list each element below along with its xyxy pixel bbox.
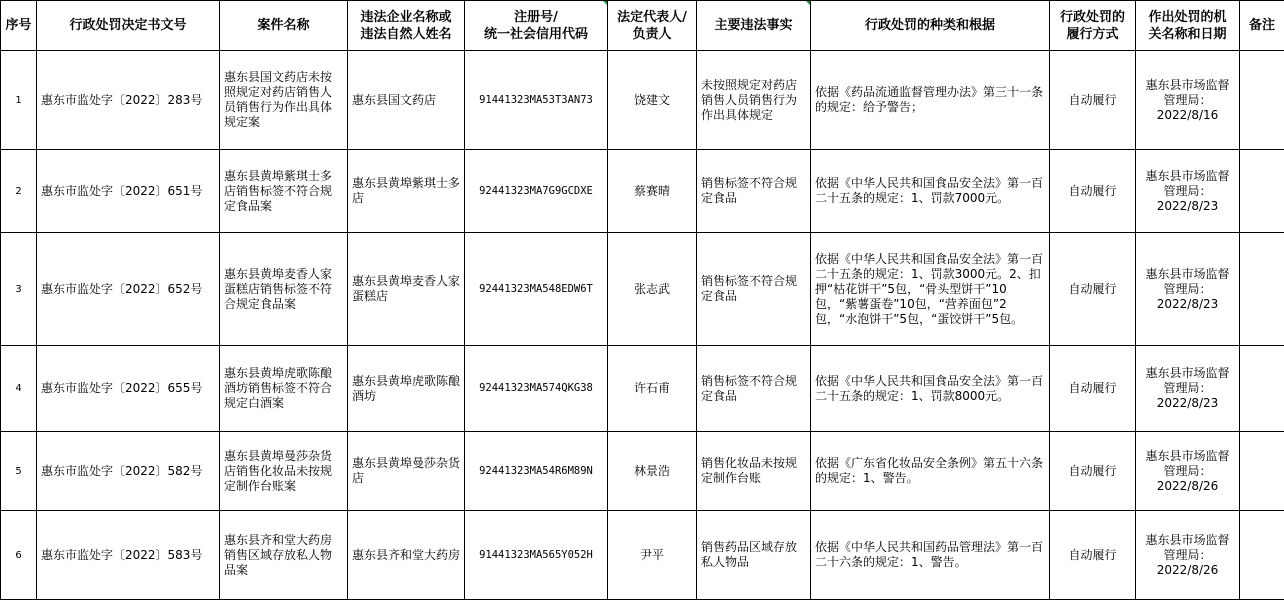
- cell-rep[interactable]: 林景浩: [608, 432, 697, 511]
- cell-seq[interactable]: 5: [1, 432, 37, 511]
- cell-party[interactable]: 惠东县齐和堂大药房: [348, 511, 465, 600]
- header-rep[interactable]: 法定代表人/ 负责人: [608, 1, 697, 51]
- cell-authority[interactable]: 惠东县市场监督管理局：2022/8/16: [1136, 51, 1240, 150]
- cell-case-name[interactable]: 惠东县黄埠曼莎杂货店销售化妆品未按规定制作台账案: [220, 432, 348, 511]
- table-row: [1, 511, 1284, 600]
- cell-rep[interactable]: 饶建文: [608, 51, 697, 150]
- cell-penalty[interactable]: 依据《中华人民共和国食品安全法》第一百二十五条的规定：1、罚款7000元。: [811, 150, 1050, 233]
- header-seq[interactable]: 序号: [1, 1, 37, 51]
- cell-facts[interactable]: 销售药品区域存放私人物品: [697, 511, 811, 600]
- cell-party[interactable]: 惠东县黄埠虎歌陈酿酒坊: [348, 346, 465, 432]
- cell-rep[interactable]: 许石甫: [608, 346, 697, 432]
- cell-authority[interactable]: 惠东县市场监督管理局：2022/8/23: [1136, 150, 1240, 233]
- cell-seq[interactable]: 6: [1, 511, 37, 600]
- header-method[interactable]: 行政处罚的 履行方式: [1050, 1, 1136, 51]
- cell-party[interactable]: 惠东县黄埠紫琪士多店: [348, 150, 465, 233]
- table-row: [1, 51, 1284, 150]
- cell-penalty[interactable]: 依据《药品流通监督管理办法》第三十一条的规定：给予警告；: [811, 51, 1050, 150]
- cell-doc-no[interactable]: 惠东市监处字〔2022〕583号: [37, 511, 220, 600]
- cell-method[interactable]: 自动履行: [1050, 511, 1136, 600]
- cell-reg-no[interactable]: 92441323MA548EDW6T: [465, 233, 608, 346]
- table-row: [1, 150, 1284, 233]
- cell-method[interactable]: 自动履行: [1050, 150, 1136, 233]
- cell-case-name[interactable]: 惠东县黄埠紫琪士多店销售标签不符合规定食品案: [220, 150, 348, 233]
- cell-case-name[interactable]: 惠东县黄埠麦香人家蛋糕店销售标签不符合规定食品案: [220, 233, 348, 346]
- header-reg-no[interactable]: 注册号/ 统一社会信用代码: [465, 1, 608, 51]
- cell-doc-no[interactable]: 惠东市监处字〔2022〕283号: [37, 51, 220, 150]
- cell-case-name[interactable]: 惠东县齐和堂大药房销售区域存放私人物品案: [220, 511, 348, 600]
- cell-seq[interactable]: 2: [1, 150, 37, 233]
- cell-seq[interactable]: 1: [1, 51, 37, 150]
- cell-doc-no[interactable]: 惠东市监处字〔2022〕652号: [37, 233, 220, 346]
- cell-facts[interactable]: 未按照规定对药店销售人员销售行为作出具体规定: [697, 51, 811, 150]
- cell-penalty[interactable]: 依据《广东省化妆品安全条例》第五十六条的规定：1、警告。: [811, 432, 1050, 511]
- cell-remark[interactable]: [1240, 511, 1284, 600]
- header-row: [1, 1, 1284, 51]
- cell-facts[interactable]: 销售标签不符合规定食品: [697, 346, 811, 432]
- cell-method[interactable]: 自动履行: [1050, 432, 1136, 511]
- cell-doc-no[interactable]: 惠东市监处字〔2022〕655号: [37, 346, 220, 432]
- cell-penalty[interactable]: 依据《中华人民共和国食品安全法》第一百二十五条的规定：1、罚款8000元。: [811, 346, 1050, 432]
- cell-rep[interactable]: 张志武: [608, 233, 697, 346]
- cell-doc-no[interactable]: 惠东市监处字〔2022〕582号: [37, 432, 220, 511]
- cell-remark[interactable]: [1240, 150, 1284, 233]
- cell-remark[interactable]: [1240, 432, 1284, 511]
- table-row: [1, 233, 1284, 346]
- cell-method[interactable]: 自动履行: [1050, 51, 1136, 150]
- cell-facts[interactable]: 销售标签不符合规定食品: [697, 150, 811, 233]
- cell-party[interactable]: 惠东县黄埠麦香人家蛋糕店: [348, 233, 465, 346]
- cell-reg-no[interactable]: 91441323MA53T3AN73: [465, 51, 608, 150]
- cell-party[interactable]: 惠东县国文药店: [348, 51, 465, 150]
- cell-authority[interactable]: 惠东县市场监督管理局：2022/8/23: [1136, 233, 1240, 346]
- cell-authority[interactable]: 惠东县市场监督管理局：2022/8/26: [1136, 511, 1240, 600]
- cell-party[interactable]: 惠东县黄埠曼莎杂货店: [348, 432, 465, 511]
- table-row: [1, 432, 1284, 511]
- cell-case-name[interactable]: 惠东县国文药店未按照规定对药店销售人员销售行为作出具体规定案: [220, 51, 348, 150]
- cell-seq[interactable]: 3: [1, 233, 37, 346]
- cell-rep[interactable]: 尹平: [608, 511, 697, 600]
- header-case-name[interactable]: 案件名称: [220, 1, 348, 51]
- cell-facts[interactable]: 销售标签不符合规定食品: [697, 233, 811, 346]
- cell-reg-no[interactable]: 91441323MA565Y052H: [465, 511, 608, 600]
- cell-authority[interactable]: 惠东县市场监督管理局：2022/8/26: [1136, 432, 1240, 511]
- cell-reg-no[interactable]: 92441323MA54R6M89N: [465, 432, 608, 511]
- cell-case-name[interactable]: 惠东县黄埠虎歌陈酿酒坊销售标签不符合规定白酒案: [220, 346, 348, 432]
- cell-penalty[interactable]: 依据《中华人民共和国药品管理法》第一百二十六条的规定：1、警告。: [811, 511, 1050, 600]
- cell-doc-no[interactable]: 惠东市监处字〔2022〕651号: [37, 150, 220, 233]
- cell-method[interactable]: 自动履行: [1050, 233, 1136, 346]
- header-party[interactable]: 违法企业名称或 违法自然人姓名: [348, 1, 465, 51]
- header-authority[interactable]: 作出处罚的机 关名称和日期: [1136, 1, 1240, 51]
- cell-seq[interactable]: 4: [1, 346, 37, 432]
- cell-authority[interactable]: 惠东县市场监督管理局：2022/8/23: [1136, 346, 1240, 432]
- header-penalty[interactable]: 行政处罚的种类和根据: [811, 1, 1050, 51]
- cell-reg-no[interactable]: 92441323MA7G9GCDXE: [465, 150, 608, 233]
- header-doc-no[interactable]: 行政处罚决定书文号: [37, 1, 220, 51]
- cell-remark[interactable]: [1240, 233, 1284, 346]
- cell-remark[interactable]: [1240, 51, 1284, 150]
- header-remark[interactable]: 备注: [1240, 1, 1284, 51]
- header-facts[interactable]: 主要违法事实: [697, 1, 811, 51]
- cell-reg-no[interactable]: 92441323MA574QKG38: [465, 346, 608, 432]
- cell-method[interactable]: 自动履行: [1050, 346, 1136, 432]
- table-row: [1, 346, 1284, 432]
- cell-rep[interactable]: 蔡赛晴: [608, 150, 697, 233]
- cell-remark[interactable]: [1240, 346, 1284, 432]
- cell-facts[interactable]: 销售化妆品未按规定制作台账: [697, 432, 811, 511]
- cell-penalty[interactable]: 依据《中华人民共和国食品安全法》第一百二十五条的规定：1、罚款3000元。2、扣押“枯花饼干”5包，“骨头型饼干”10包，“紫薯蛋卷”10包，“营养面包”2包，“水泡饼干”5包，“蛋饺饼干”5包。: [811, 233, 1050, 346]
